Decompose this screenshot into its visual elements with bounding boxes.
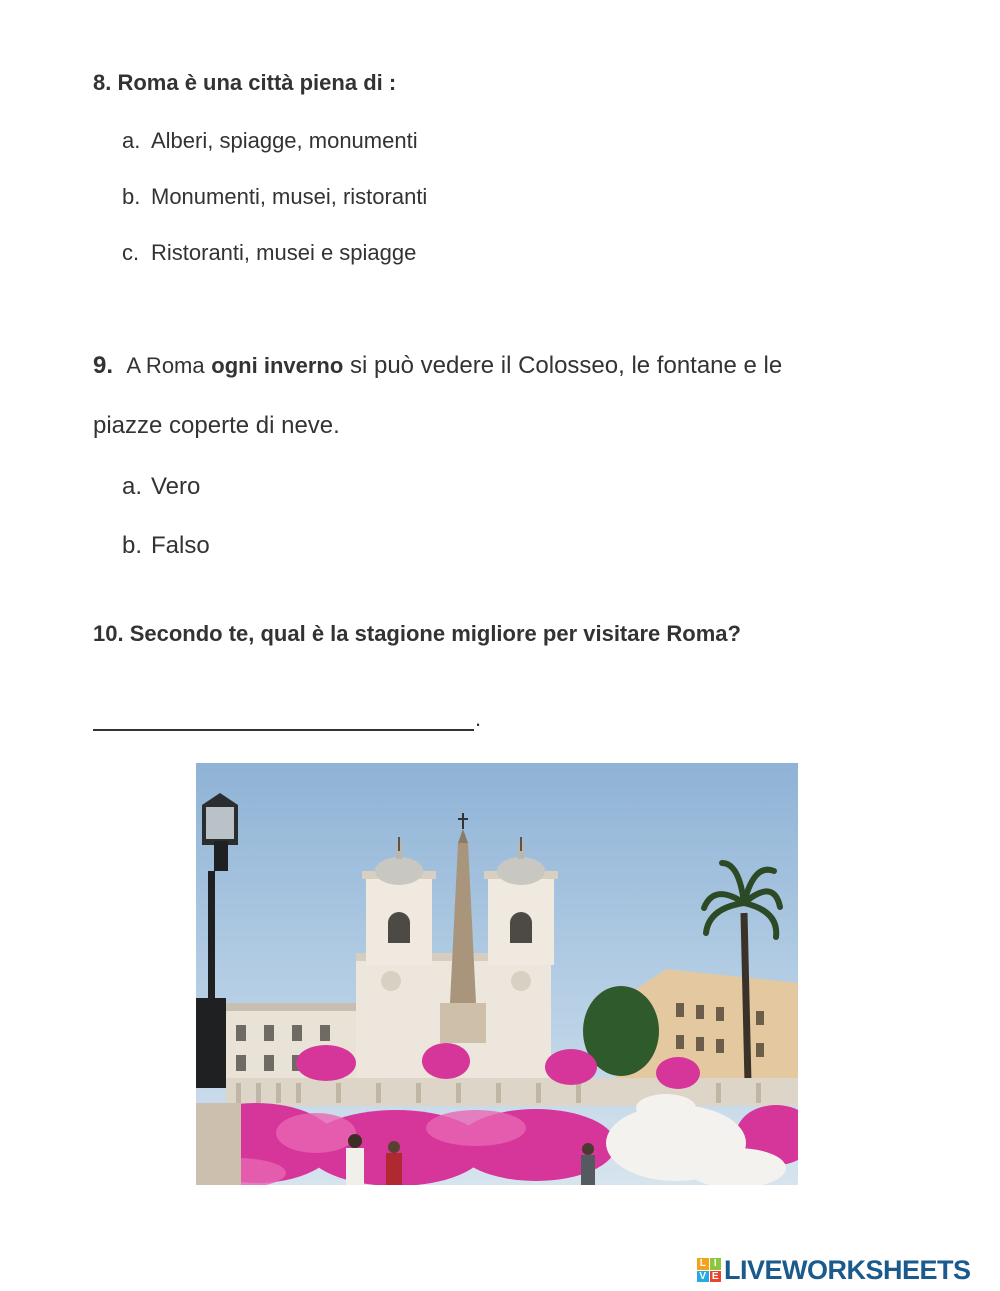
option-letter: a. <box>122 473 143 500</box>
liveworksheets-logo-icon: L I V E <box>697 1258 721 1282</box>
option-letter: c. <box>122 240 140 265</box>
question-9-bold: ogni inverno <box>211 353 344 378</box>
q8-option-c[interactable] <box>122 240 416 266</box>
question-9-number: 9. <box>93 352 114 379</box>
option-letter: a. <box>122 128 141 153</box>
option-text: Vero <box>151 473 201 500</box>
option-letter: b. <box>122 532 143 559</box>
question-9-pre: A Roma <box>126 353 205 378</box>
option-text: Falso <box>151 532 210 559</box>
answer-input-line[interactable] <box>93 705 474 731</box>
question-9-post: si può vedere il Colosseo, le fontane e le <box>349 352 783 379</box>
question-10-title: 10. Secondo te, qual è la stagione migliore per visitare Roma? <box>93 621 741 646</box>
question-8-title: 8. Roma è una città piena di : <box>93 70 397 95</box>
liveworksheets-logo-text: LIVEWORKSHEETS <box>724 1254 971 1285</box>
option-text: Monumenti, musei, ristoranti <box>151 184 428 209</box>
question-9-text <box>93 352 782 380</box>
answer-period: . <box>475 706 482 731</box>
q8-option-a[interactable] <box>122 128 418 154</box>
q9-option-a[interactable] <box>122 473 200 501</box>
q9-option-b[interactable] <box>122 532 210 560</box>
rome-spanish-steps-photo <box>196 763 798 1185</box>
option-text: Alberi, spiagge, monumenti <box>151 128 418 153</box>
liveworksheets-logo[interactable] <box>697 1255 971 1285</box>
option-letter: b. <box>122 184 141 209</box>
option-text: Ristoranti, musei e spiagge <box>151 240 417 265</box>
question-9-line2: piazze coperte di neve. <box>93 412 340 439</box>
q8-option-b[interactable] <box>122 184 427 210</box>
